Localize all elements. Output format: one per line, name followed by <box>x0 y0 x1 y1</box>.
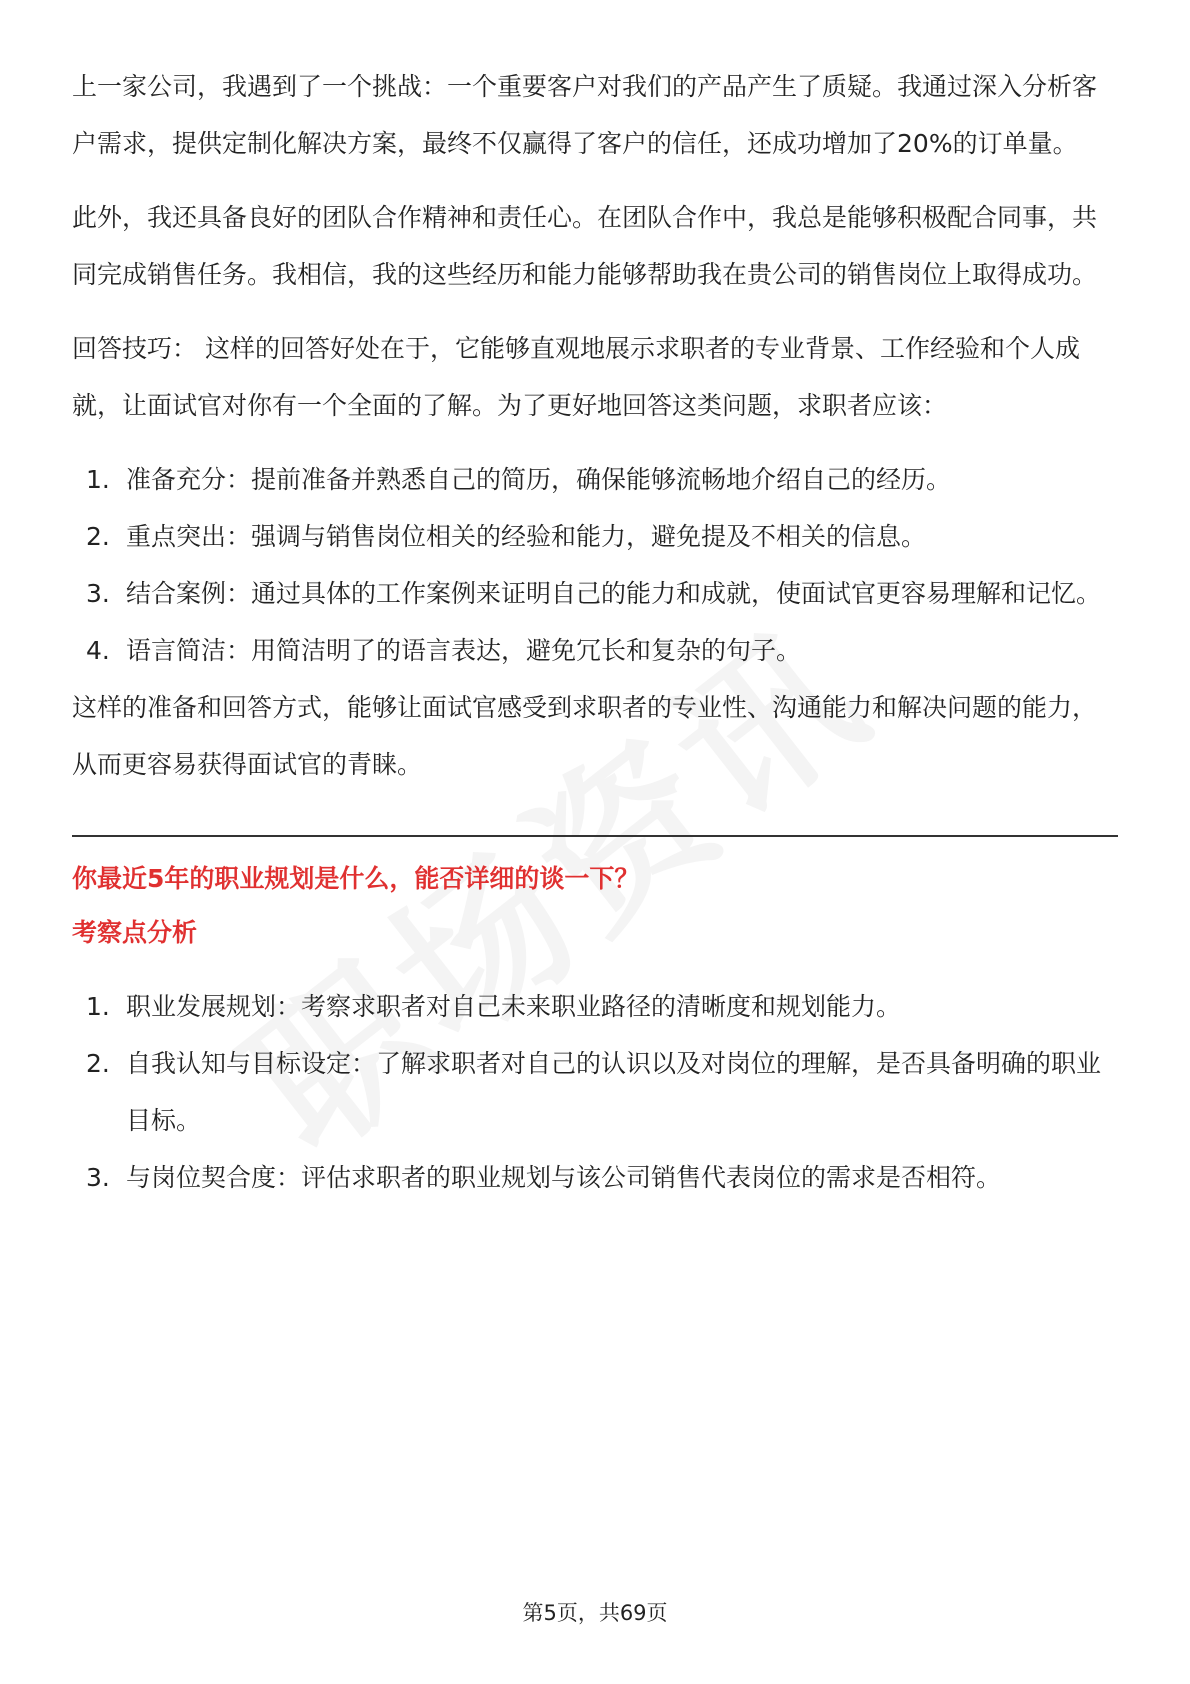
list-item-text: 重点突出：强调与销售岗位相关的经验和能力，避免提及不相关的信息。 <box>126 522 927 551</box>
list-number: 2. <box>86 522 110 551</box>
list-number: 4. <box>86 636 110 665</box>
list-item-text: 自我认知与目标设定：了解求职者对自己的认识以及对岗位的理解，是否具备明确的职业目标。 <box>126 1049 1102 1135</box>
list-item <box>72 978 1118 1035</box>
page-footer: 第5页，共69页 <box>522 1601 668 1625</box>
tips-list <box>72 451 1118 679</box>
document-page <box>72 58 1118 1206</box>
list-number: 1. <box>86 992 110 1021</box>
list-number: 3. <box>86 579 110 608</box>
analysis-list <box>72 978 1118 1206</box>
list-item <box>72 622 1118 679</box>
intro-paragraph-1: 上一家公司，我遇到了一个挑战：一个重要客户对我们的产品产生了质疑。我通过深入分析客户需求，提供定制化解决方案，最终不仅赢得了客户的信任，还成功增加了20%的订单量。 <box>72 72 1098 158</box>
list-item-text: 准备充分：提前准备并熟悉自己的简历，确保能够流畅地介绍自己的经历。 <box>126 465 952 494</box>
list-item-text: 语言简洁：用简洁明了的语言表达，避免冗长和复杂的句子。 <box>126 636 802 665</box>
list-item <box>72 1149 1118 1206</box>
list-number: 1. <box>86 465 110 494</box>
list-item <box>72 451 1118 508</box>
list-number: 2. <box>86 1049 110 1078</box>
list-number: 3. <box>86 1163 110 1192</box>
closing-paragraph: 这样的准备和回答方式，能够让面试官感受到求职者的专业性、沟通能力和解决问题的能力，从而更容易获得面试官的青睐。 <box>72 693 1098 779</box>
list-item-text: 职业发展规划：考察求职者对自己未来职业路径的清晰度和规划能力。 <box>126 992 902 1021</box>
list-item-text: 与岗位契合度：评估求职者的职业规划与该公司销售代表岗位的需求是否相符。 <box>126 1163 1002 1192</box>
intro-paragraph-2: 此外，我还具备良好的团队合作精神和责任心。在团队合作中，我总是能够积极配合同事，共同完成销售任务。我相信，我的这些经历和能力能够帮助我在贵公司的销售岗位上取得成功。 <box>72 203 1098 289</box>
question-heading: 你最近5年的职业规划是什么，能否详细的谈一下？ <box>72 864 640 893</box>
section-divider <box>72 835 1118 837</box>
list-item <box>72 508 1118 565</box>
analysis-heading: 考察点分析 <box>72 918 198 947</box>
list-item-text: 结合案例：通过具体的工作案例来证明自己的能力和成就，使面试官更容易理解和记忆。 <box>126 579 1102 608</box>
list-item <box>72 1035 1118 1149</box>
answer-tips-paragraph: 回答技巧： 这样的回答好处在于，它能够直观地展示求职者的专业背景、工作经验和个人成就，让面试官对你有一个全面的了解。为了更好地回答这类问题，求职者应该： <box>72 334 1080 420</box>
list-item <box>72 565 1118 622</box>
